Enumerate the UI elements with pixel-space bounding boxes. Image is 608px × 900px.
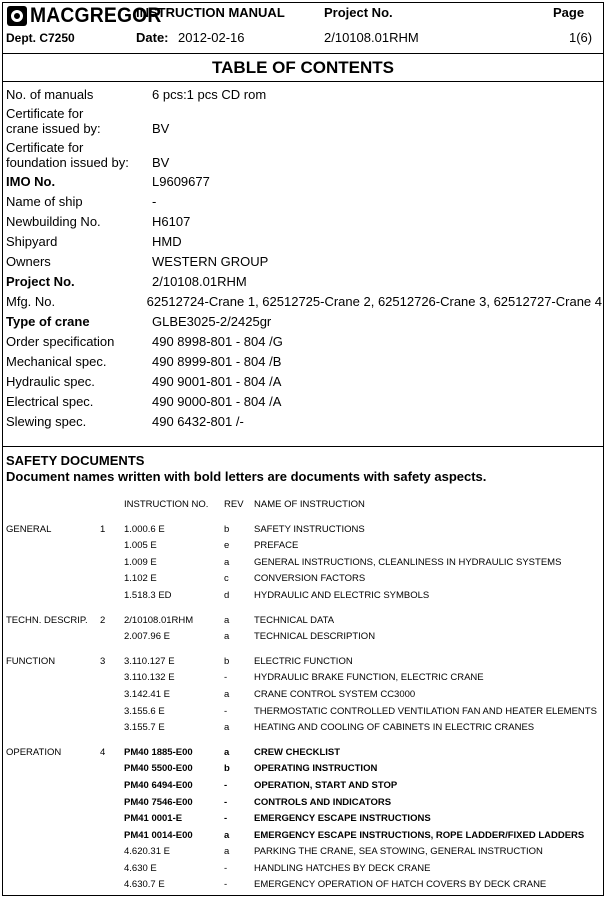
instruction-no: PM41 0001-E xyxy=(124,813,183,825)
info-row xyxy=(6,106,602,136)
info-row xyxy=(6,254,602,269)
instruction-no: 3.155.7 E xyxy=(124,722,165,734)
revision: e xyxy=(224,540,230,552)
project-info xyxy=(6,87,602,434)
instruction-name: ELECTRIC FUNCTION xyxy=(254,655,353,667)
info-row xyxy=(6,274,602,289)
table-row xyxy=(6,629,602,646)
instruction-no: PM41 0014-E00 xyxy=(124,829,193,841)
instruction-name: THERMOSTATIC CONTROLLED VENTILATION FAN AND HEATER ELEMENTS xyxy=(254,705,597,717)
info-row xyxy=(6,374,602,389)
info-value: 490 9001-801 - 804 /A xyxy=(152,374,282,389)
info-label: Certificate for foundation issued by: xyxy=(6,140,129,170)
group-spacer xyxy=(6,646,602,654)
info-value: 490 8998-801 - 804 /G xyxy=(152,334,283,349)
info-value: 2/10108.01RHM xyxy=(152,274,247,289)
section-number: 4 xyxy=(100,746,106,758)
info-row xyxy=(6,294,602,309)
info-value: 62512724-Crane 1, 62512725-Crane 2, 62512726-Crane 3, 62512727-Crane 4 xyxy=(146,294,602,309)
instruction-name: HYDRAULIC BRAKE FUNCTION, ELECTRIC CRANE xyxy=(254,672,484,684)
instruction-no: 4.630 E xyxy=(124,862,157,874)
revision: a xyxy=(224,556,230,568)
instruction-name: CONTROLS AND INDICATORS xyxy=(254,796,392,808)
info-row xyxy=(6,314,602,329)
instruction-no: 3.110.127 E xyxy=(124,655,175,667)
info-row xyxy=(6,354,602,369)
dept: Dept. C7250 xyxy=(6,31,75,45)
page-title: TABLE OF CONTENTS xyxy=(212,58,394,77)
table-row xyxy=(6,720,602,737)
table-row xyxy=(6,588,602,605)
info-value: WESTERN GROUP xyxy=(152,254,269,269)
table-row xyxy=(6,555,602,572)
logo-mark-icon xyxy=(7,6,27,26)
instruction-no: 3.110.132 E xyxy=(124,672,175,684)
safety-note: Document names written with bold letters are documents with safety aspects. xyxy=(6,469,487,484)
revision: - xyxy=(224,796,228,808)
revision: - xyxy=(224,779,228,791)
logo-text: MACGREGOR xyxy=(30,4,162,27)
instruction-no: 4.620.31 E xyxy=(124,846,170,858)
info-row xyxy=(6,414,602,429)
table-row xyxy=(6,811,602,828)
doc-type: INSTRUCTION MANUAL xyxy=(136,5,285,20)
revision: a xyxy=(224,746,230,758)
instruction-name: TECHNICAL DATA xyxy=(254,614,335,626)
section-number: 1 xyxy=(100,523,106,535)
info-value: - xyxy=(152,194,157,209)
instruction-no: 2.007.96 E xyxy=(124,631,170,643)
instruction-no: PM40 5500-E00 xyxy=(124,763,193,775)
table-row xyxy=(6,844,602,861)
instruction-no: 2/10108.01RHM xyxy=(124,614,194,626)
revision: a xyxy=(224,722,230,734)
instruction-name: HYDRAULIC AND ELECTRIC SYMBOLS xyxy=(254,589,430,601)
header-name: NAME OF INSTRUCTION xyxy=(254,499,365,510)
info-divider xyxy=(3,446,603,447)
info-label: Project No. xyxy=(6,274,75,289)
section-name: TECHN. DESCRIP. xyxy=(6,614,88,626)
table-row xyxy=(6,795,602,812)
instruction-name: PARKING THE CRANE, SEA STOWING, GENERAL INSTRUCTION xyxy=(254,846,543,858)
info-value: 490 8999-801 - 804 /B xyxy=(152,354,282,369)
table-row xyxy=(6,538,602,555)
page-label: Page xyxy=(553,5,585,20)
project-label: Project No. xyxy=(324,5,393,20)
info-row xyxy=(6,394,602,409)
info-label: Owners xyxy=(6,254,51,269)
revision: c xyxy=(224,573,229,585)
revision: b xyxy=(224,523,230,535)
instruction-no: 3.155.6 E xyxy=(124,705,165,717)
table-row xyxy=(6,654,602,671)
info-value: 490 9000-801 - 804 /A xyxy=(152,394,282,409)
info-label: Type of crane xyxy=(6,314,90,329)
date-label: Date: xyxy=(136,30,169,45)
header-rev: REV xyxy=(224,499,244,510)
section-name: FUNCTION xyxy=(6,655,56,667)
revision: b xyxy=(224,763,230,775)
info-label: Mfg. No. xyxy=(6,294,56,309)
info-value: BV xyxy=(152,121,170,136)
document-page xyxy=(2,2,604,896)
instruction-name: EMERGENCY ESCAPE INSTRUCTIONS, ROPE LADDER/FIXED LADDERS xyxy=(254,829,585,841)
info-label: Name of ship xyxy=(6,194,83,209)
revision: - xyxy=(224,705,228,717)
table-row xyxy=(6,861,602,878)
info-row xyxy=(6,334,602,349)
instruction-name: OPERATION, START AND STOP xyxy=(254,779,398,791)
page-number: 1(6) xyxy=(569,30,593,45)
info-value: H6107 xyxy=(152,214,191,229)
revision: a xyxy=(224,688,230,700)
safety-heading: SAFETY DOCUMENTS xyxy=(6,453,145,468)
info-row xyxy=(6,234,602,249)
instruction-name: CREW CHECKLIST xyxy=(254,746,341,758)
info-label: Slewing spec. xyxy=(6,414,87,429)
instruction-no: 1.518.3 ED xyxy=(124,589,172,601)
info-value: BV xyxy=(152,155,170,170)
section-number: 3 xyxy=(100,655,106,667)
header-divider xyxy=(3,53,603,54)
instruction-table xyxy=(6,497,602,894)
info-label: No. of manuals xyxy=(6,87,94,102)
instruction-name: TECHNICAL DESCRIPTION xyxy=(254,631,376,643)
group-spacer xyxy=(6,737,602,745)
info-value: L9609677 xyxy=(152,174,210,189)
table-row xyxy=(6,704,602,721)
table-row xyxy=(6,761,602,778)
revision: a xyxy=(224,846,230,858)
revision: - xyxy=(224,862,228,874)
date-value: 2012-02-16 xyxy=(178,30,245,45)
table-row xyxy=(6,613,602,630)
group-spacer xyxy=(6,605,602,613)
revision: - xyxy=(224,879,228,891)
table-row xyxy=(6,828,602,845)
instruction-no: 1.009 E xyxy=(124,556,157,568)
info-value: HMD xyxy=(152,234,182,249)
table-row xyxy=(6,670,602,687)
table-header-row xyxy=(6,497,602,514)
revision: b xyxy=(224,655,230,667)
project-number: 2/10108.01RHM xyxy=(324,30,419,45)
title-divider xyxy=(3,81,603,82)
group-spacer xyxy=(6,514,602,522)
info-label: Newbuilding No. xyxy=(6,214,101,229)
revision: - xyxy=(224,813,228,825)
section-name: GENERAL xyxy=(6,523,52,535)
info-label: Certificate for crane issued by: xyxy=(6,106,101,136)
instruction-name: CONVERSION FACTORS xyxy=(254,573,366,585)
info-label: Hydraulic spec. xyxy=(6,374,95,389)
info-row xyxy=(6,214,602,229)
instruction-no: 1.005 E xyxy=(124,540,157,552)
instruction-name: EMERGENCY ESCAPE INSTRUCTIONS xyxy=(254,813,431,825)
section-number: 2 xyxy=(100,614,106,626)
instruction-no: PM40 6494-E00 xyxy=(124,779,193,791)
instruction-no: 1.000.6 E xyxy=(124,523,165,535)
table-row xyxy=(6,877,602,894)
instruction-no: PM40 1885-E00 xyxy=(124,746,193,758)
revision: a xyxy=(224,829,230,841)
instruction-no: 1.102 E xyxy=(124,573,157,585)
info-row xyxy=(6,174,602,189)
instruction-name: GENERAL INSTRUCTIONS, CLEANLINESS IN HYDRAULIC SYSTEMS xyxy=(254,556,562,568)
info-row xyxy=(6,87,602,102)
info-value: 490 6432-801 /- xyxy=(152,414,244,429)
revision: - xyxy=(224,672,228,684)
revision: a xyxy=(224,614,230,626)
instruction-name: HEATING AND COOLING OF CABINETS IN ELECTRIC CRANES xyxy=(254,722,535,734)
info-label: Shipyard xyxy=(6,234,58,249)
info-value: 6 pcs:1 pcs CD rom xyxy=(152,87,267,102)
instruction-name: EMERGENCY OPERATION OF HATCH COVERS BY DECK CRANE xyxy=(254,879,547,891)
instruction-name: CRANE CONTROL SYSTEM CC3000 xyxy=(254,688,416,700)
instruction-no: 4.630.7 E xyxy=(124,879,165,891)
info-label: Mechanical spec. xyxy=(6,354,107,369)
instruction-name: OPERATING INSTRUCTION xyxy=(254,763,378,775)
table-row xyxy=(6,571,602,588)
info-row xyxy=(6,194,602,209)
table-row xyxy=(6,778,602,795)
instruction-no: PM40 7546-E00 xyxy=(124,796,193,808)
info-row xyxy=(6,140,602,170)
revision: d xyxy=(224,589,230,601)
info-label: IMO No. xyxy=(6,174,56,189)
instruction-name: HANDLING HATCHES BY DECK CRANE xyxy=(254,862,431,874)
table-row xyxy=(6,687,602,704)
info-label: Electrical spec. xyxy=(6,394,94,409)
header-instruction-no: INSTRUCTION NO. xyxy=(124,499,209,510)
document-header xyxy=(3,3,603,53)
instruction-name: PREFACE xyxy=(254,540,299,552)
section-name: OPERATION xyxy=(6,746,62,758)
revision: a xyxy=(224,631,230,643)
instruction-name: SAFETY INSTRUCTIONS xyxy=(254,523,365,535)
info-value: GLBE3025-2/2425gr xyxy=(152,314,272,329)
info-label: Order specification xyxy=(6,334,115,349)
safety-documents xyxy=(6,453,486,485)
table-row xyxy=(6,522,602,539)
instruction-no: 3.142.41 E xyxy=(124,688,170,700)
table-row xyxy=(6,745,602,762)
